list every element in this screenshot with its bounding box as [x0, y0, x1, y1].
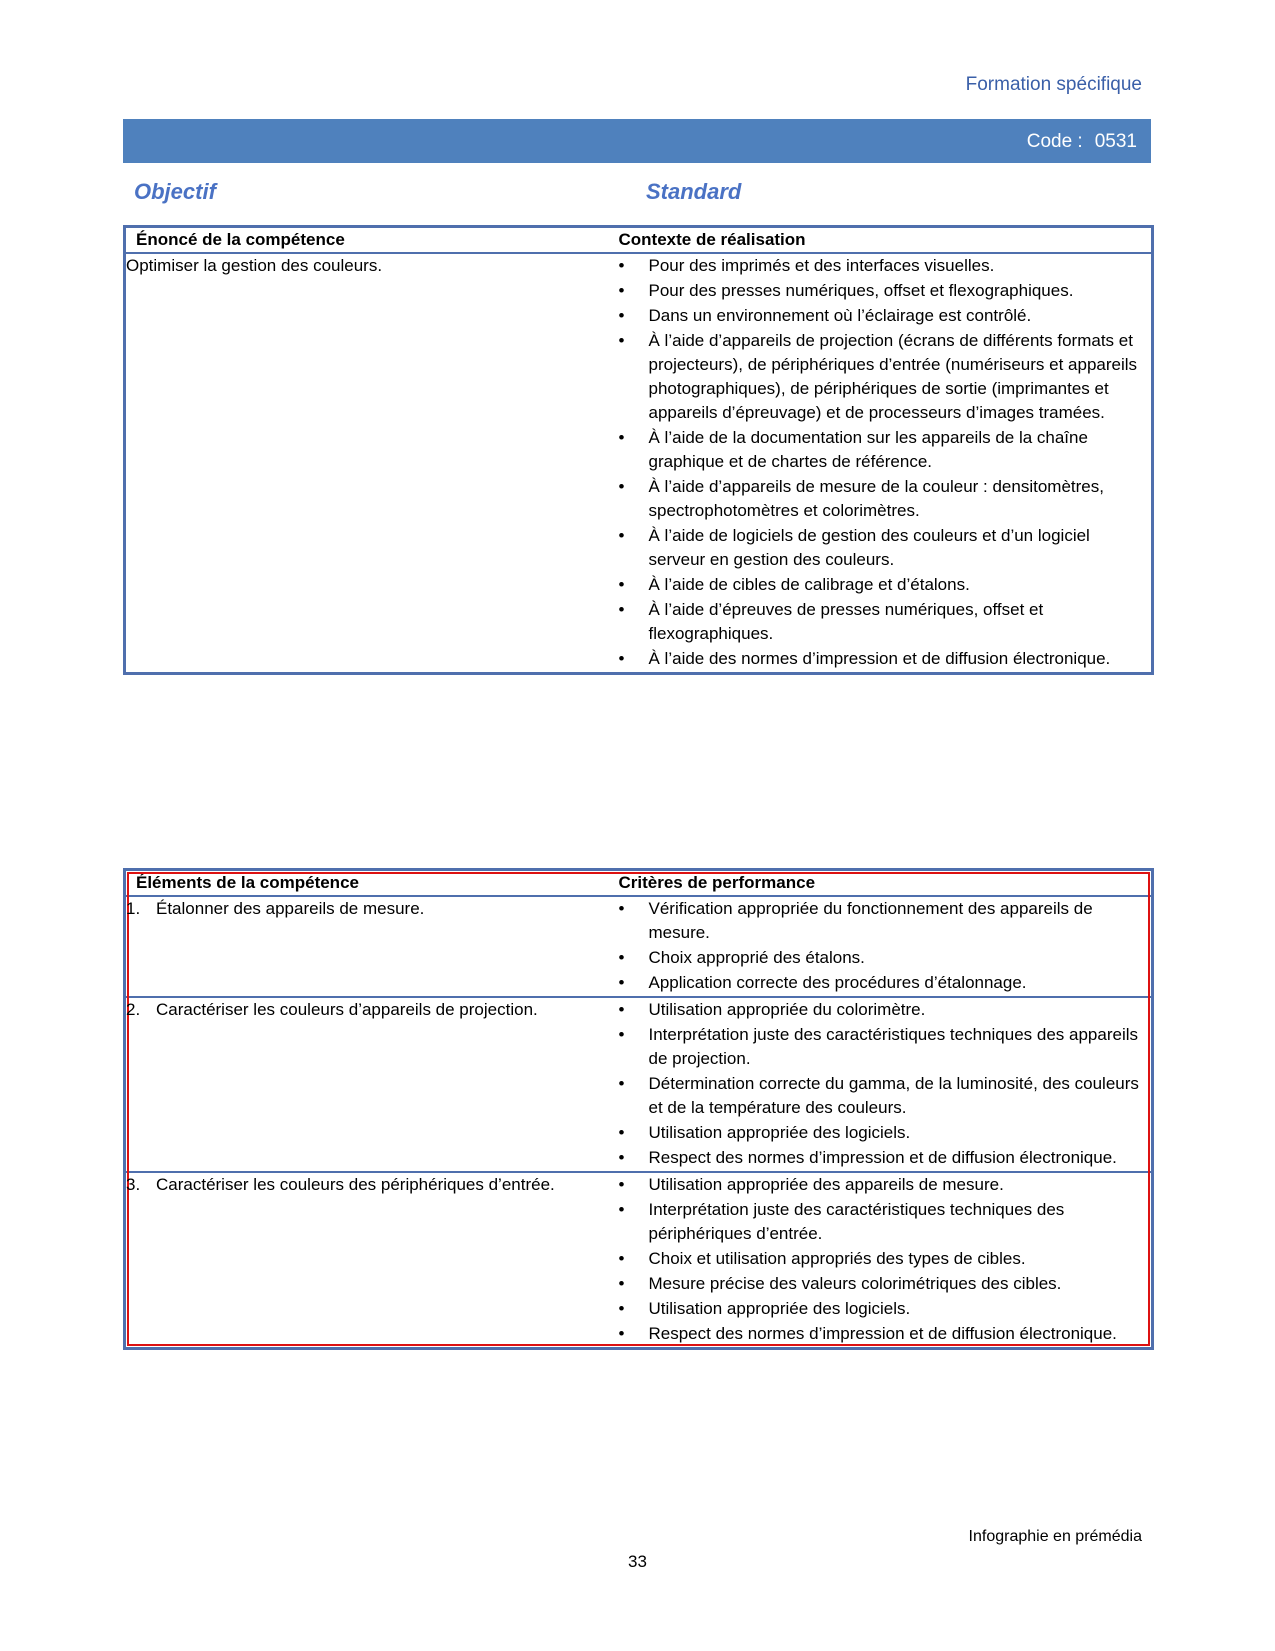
critere-item: • Utilisation appropriée des logiciels. — [619, 1297, 1152, 1321]
critere-item: • Application correcte des procédures d’étalonnage. — [619, 971, 1152, 995]
critere-item: • Choix approprié des étalons. — [619, 946, 1152, 970]
code-bar — [123, 119, 1151, 163]
element-row — [125, 1172, 1153, 1349]
criteres-list — [619, 897, 1152, 995]
standard-title: Standard — [646, 179, 742, 204]
code-value: 0531 — [1094, 131, 1137, 152]
code-label — [1027, 131, 1137, 153]
element-text: Caractériser les couleurs des périphériques d’entrée. — [156, 1175, 555, 1194]
contexte-item: • Pour des presses numériques, offset et flexographiques. — [619, 279, 1152, 303]
element-text: Caractériser les couleurs d’appareils de projection. — [156, 1000, 538, 1019]
elements-header: Éléments de la compétence — [125, 870, 619, 897]
contexte-item: • À l’aide de logiciels de gestion des couleurs et d’un logiciel serveur en gestion des couleurs. — [619, 524, 1152, 572]
element-number: 2. — [126, 1000, 141, 1019]
critere-item: • Utilisation appropriée des appareils de mesure. — [619, 1173, 1152, 1197]
element-number: 3. — [126, 1175, 141, 1194]
contexte-item: • Pour des imprimés et des interfaces visuelles. — [619, 254, 1152, 278]
enonce-text: Optimiser la gestion des couleurs. — [126, 256, 383, 275]
contexte-item: • À l’aide d’appareils de mesure de la couleur : densitomètres, spectrophotomètres et colorimètres. — [619, 475, 1152, 523]
competence-table — [123, 225, 1154, 675]
contexte-item: • À l’aide d’épreuves de presses numériques, offset et flexographiques. — [619, 598, 1152, 646]
critere-item: • Utilisation appropriée du colorimètre. — [619, 998, 1152, 1022]
critere-item: • Vérification appropriée du fonctionnement des appareils de mesure. — [619, 897, 1152, 945]
contexte-header: Contexte de réalisation — [619, 227, 1153, 254]
criteres-header: Critères de performance — [619, 870, 1153, 897]
contexte-item: • À l’aide des normes d’impression et de diffusion électronique. — [619, 647, 1152, 671]
page-number: 33 — [628, 1552, 647, 1571]
objectif-title: Objectif — [134, 179, 216, 204]
contexte-list — [619, 254, 1152, 671]
critere-item: • Choix et utilisation appropriés des types de cibles. — [619, 1247, 1152, 1271]
element-row — [125, 896, 1153, 997]
code-label-text: Code : — [1026, 131, 1083, 152]
element-item — [126, 897, 619, 921]
critere-item: • Respect des normes d’impression et de diffusion électronique. — [619, 1322, 1152, 1346]
elements-table — [123, 868, 1154, 1350]
element-number: 1. — [126, 899, 141, 918]
page-header-formation: Formation spécifique — [965, 74, 1142, 95]
critere-item: • Détermination correcte du gamma, de la luminosité, des couleurs et de la température des couleurs. — [619, 1072, 1152, 1120]
element-item — [126, 1173, 619, 1197]
contexte-cell — [619, 253, 1153, 674]
footer-program: Infographie en prémédia — [968, 1528, 1142, 1545]
elements-header-row — [125, 870, 1153, 897]
critere-item: • Utilisation appropriée des logiciels. — [619, 1121, 1152, 1145]
critere-item: • Mesure précise des valeurs colorimétriques des cibles. — [619, 1272, 1152, 1296]
criteres-list — [619, 1173, 1152, 1346]
element-item — [126, 998, 619, 1022]
contexte-item: • Dans un environnement où l’éclairage est contrôlé. — [619, 304, 1152, 328]
column-titles — [134, 179, 1144, 207]
criteres-list — [619, 998, 1152, 1170]
competence-row — [125, 253, 1153, 674]
competence-header-row — [125, 227, 1153, 254]
element-row — [125, 997, 1153, 1172]
critere-item: • Respect des normes d’impression et de diffusion électronique. — [619, 1146, 1152, 1170]
contexte-item: • À l’aide de cibles de calibrage et d’étalons. — [619, 573, 1152, 597]
critere-item: • Interprétation juste des caractéristiques techniques des périphériques d’entrée. — [619, 1198, 1152, 1246]
element-text: Étalonner des appareils de mesure. — [156, 899, 425, 918]
critere-item: • Interprétation juste des caractéristiques techniques des appareils de projection. — [619, 1023, 1152, 1071]
contexte-item: • À l’aide de la documentation sur les appareils de la chaîne graphique et de chartes de référence. — [619, 426, 1152, 474]
enonce-header: Énoncé de la compétence — [125, 227, 619, 254]
contexte-item: • À l’aide d’appareils de projection (écrans de différents formats et projecteurs), de périphériques d’entrée (numériseurs et appareils photographiques), de périphériques de sortie (imprimantes et appareils d’épreuvage) et de processeurs d’images tramées. — [619, 329, 1152, 425]
